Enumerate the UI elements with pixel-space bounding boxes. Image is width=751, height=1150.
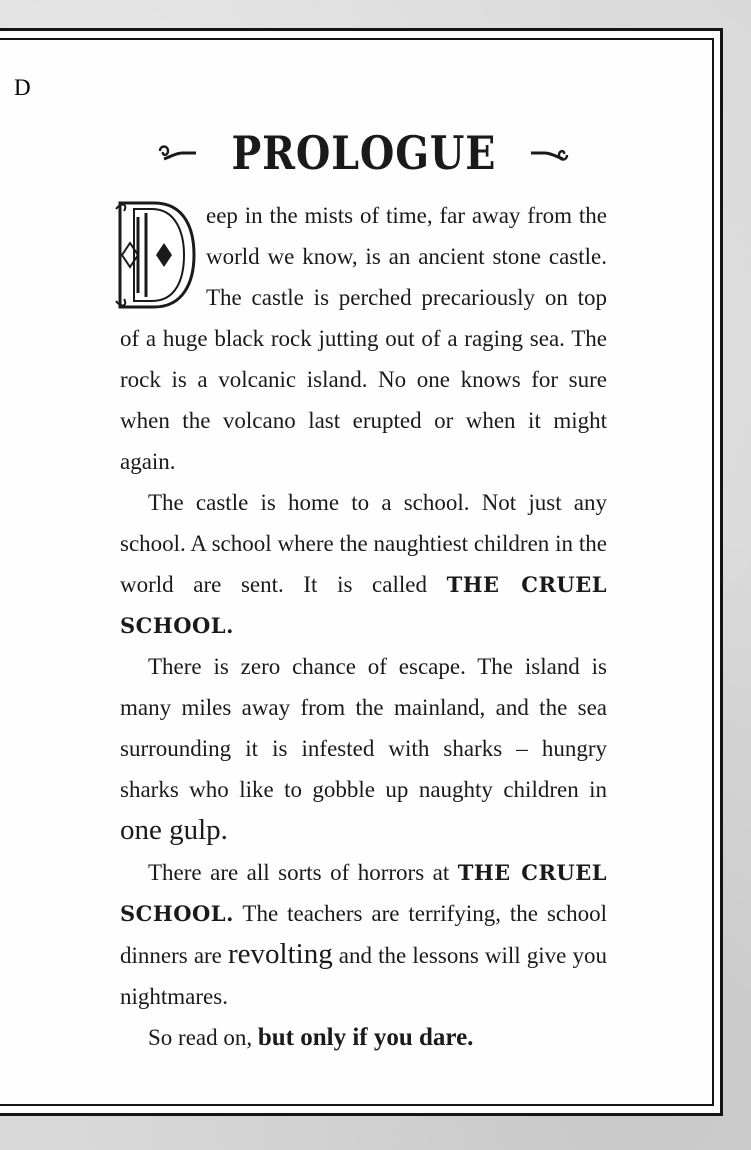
cruel-school-title: THE CRUEL SCHOOL. [120, 860, 607, 926]
svg-text:D: D [14, 75, 31, 100]
cruel-school-title: THE CRUEL SCHOOL. [120, 572, 607, 638]
closing-warning: but only if you dare. [257, 1024, 474, 1051]
drop-cap-letter [14, 75, 198, 315]
paragraph-2 [120, 482, 607, 646]
right-flourish-icon [527, 141, 571, 165]
page-content [14, 75, 607, 1058]
paragraph-4-text-start: There are all sorts of horrors at [148, 860, 458, 885]
paragraph-4-text-end: and the lessons will give you nightmares. [120, 943, 607, 1009]
paragraph-3 [120, 646, 607, 852]
page-title: PROLOGUE [231, 126, 496, 180]
paragraph-3-text: There is zero chance of escape. The island is many miles away from the mainland, and the sea surrounding it is infested with sharks – hungry sharks who like to gobble up naughty children in [120, 654, 607, 802]
paragraph-1-text: eep in the mists of time, far away from the world we know, is an ancient stone castle. The castle is perched precariously on top of a huge black rock jutting out of a raging sea. The rock is a volcanic island. No one knows for sure when the volcano last erupted or when it might again. [120, 203, 607, 474]
page-frame [0, 28, 723, 1116]
title-row [120, 123, 607, 183]
paragraph-4 [120, 852, 607, 1017]
one-gulp-text: one gulp. [120, 814, 228, 846]
left-flourish-icon [156, 141, 200, 165]
paragraph-5-text: So read on, [148, 1025, 258, 1050]
paragraph-2-text: The castle is home to a school. Not just any school. A school where the naughtiest children in the world are sent. It is called [120, 490, 607, 597]
paragraph-4-text-middle: The teachers are terrifying, the school dinners are [120, 901, 607, 968]
revolting-text: revolting [228, 938, 333, 970]
paragraph-5 [120, 1017, 607, 1058]
